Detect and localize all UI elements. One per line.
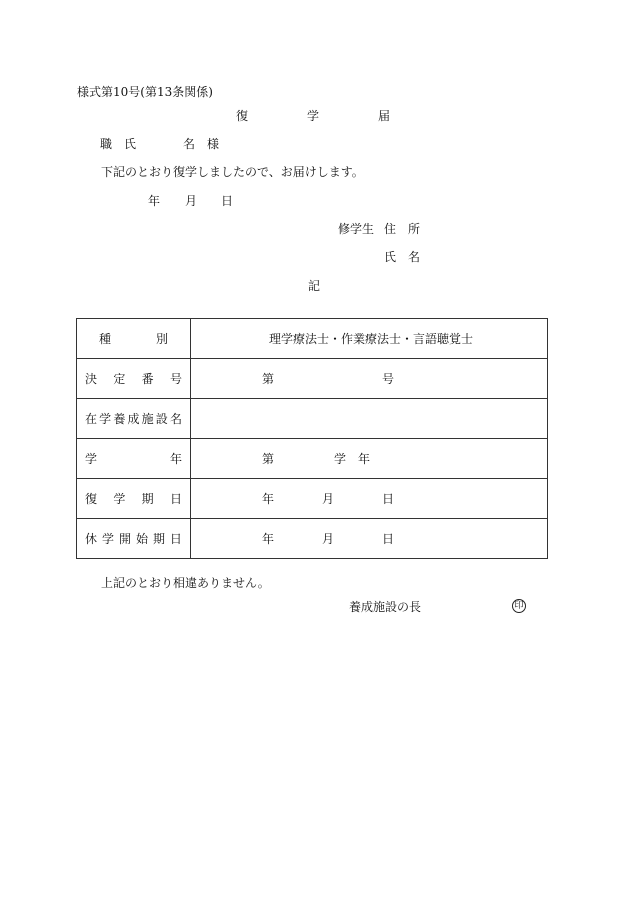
date-year: 年 xyxy=(148,194,161,208)
row-label-type: 種 別 xyxy=(77,319,191,359)
table-row xyxy=(77,519,548,559)
grade-dai: 第 xyxy=(262,451,275,466)
row-value-decision-number xyxy=(191,359,548,399)
return-month: 月 xyxy=(322,491,335,506)
profession-types: 理学療法士・作業療法士・言語聴覚士 xyxy=(269,331,474,346)
date-month: 月 xyxy=(185,194,198,208)
confirmation-text: 上記のとおり相違ありません。 xyxy=(101,576,270,590)
applicant-name-label: 氏 名 xyxy=(384,250,421,264)
leave-day: 日 xyxy=(382,531,395,546)
row-value-school-name xyxy=(191,399,548,439)
grade-nen: 年 xyxy=(358,451,371,466)
date-day: 日 xyxy=(221,194,234,208)
return-year: 年 xyxy=(262,491,275,506)
row-label-leave-start-date: 休 学 開 始 期 日 xyxy=(77,519,191,559)
grade-gaku: 学 xyxy=(334,451,347,466)
leave-year: 年 xyxy=(262,531,275,546)
return-day: 日 xyxy=(382,491,395,506)
form-number: 様式第10号(第13条関係) xyxy=(77,85,213,99)
ki-heading: 記 xyxy=(308,279,321,293)
row-label-school-name: 在 学 養 成 施 設 名 xyxy=(77,399,191,439)
addressee-suffix: 名 様 xyxy=(183,137,220,151)
table-row xyxy=(77,439,548,479)
document-title xyxy=(236,110,390,122)
applicant-address-label: 住 所 xyxy=(384,222,421,236)
decision-dai: 第 xyxy=(262,371,275,386)
row-label-return-date: 復 学 期 日 xyxy=(77,479,191,519)
decision-go: 号 xyxy=(382,371,395,386)
seal-mark: 印 xyxy=(512,599,526,613)
row-label-grade: 学 年 xyxy=(77,439,191,479)
title-char-2: 学 xyxy=(306,109,319,123)
row-value-return-date xyxy=(191,479,548,519)
table-row xyxy=(77,399,548,439)
intro-text: 下記のとおり復学しましたので、お届けします。 xyxy=(101,165,364,179)
row-value-leave-start-date xyxy=(191,519,548,559)
row-label-decision-number: 決 定 番 号 xyxy=(77,359,191,399)
table-row xyxy=(77,319,548,359)
applicant-role: 修学生 xyxy=(338,222,375,236)
row-value-type xyxy=(191,319,548,359)
title-char-1: 復 xyxy=(236,109,249,123)
addressee-office: 職 氏 xyxy=(100,137,137,151)
institution-head-label: 養成施設の長 xyxy=(349,600,422,614)
table-row xyxy=(77,359,548,399)
table-row xyxy=(77,479,548,519)
leave-month: 月 xyxy=(322,531,335,546)
row-value-grade xyxy=(191,439,548,479)
title-char-3: 届 xyxy=(377,109,390,123)
details-table xyxy=(76,318,548,559)
